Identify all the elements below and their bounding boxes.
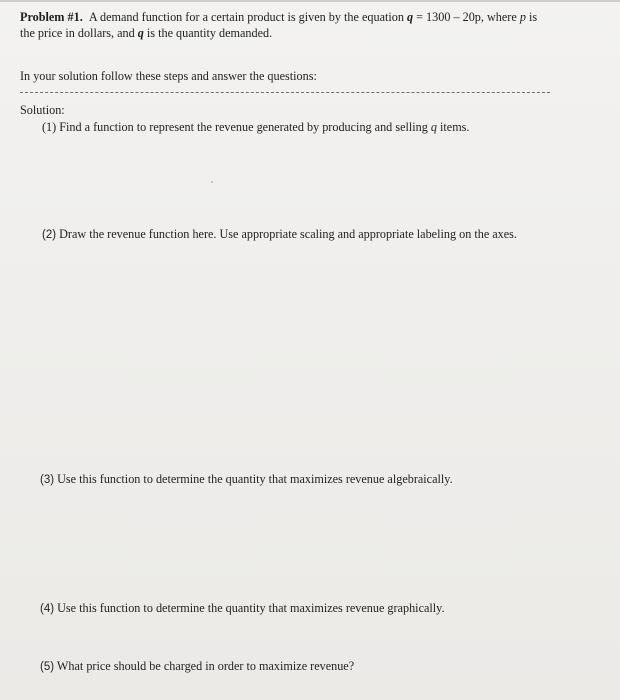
question-1	[42, 120, 469, 135]
question-2	[42, 227, 517, 243]
question-1-variable: q	[430, 120, 437, 134]
question-1-number: (1)	[42, 120, 57, 134]
question-5-number: (5)	[40, 661, 55, 673]
top-edge	[0, 0, 620, 2]
q-variable-2: q	[137, 26, 144, 40]
question-1-text: Find a function to represent the revenue generated by producing and selling	[59, 120, 428, 134]
question-2-number: (2)	[42, 229, 57, 241]
question-2-text: Draw the revenue function here. Use appropriate scaling and appropriate labeling on the axes.	[59, 227, 517, 241]
equals-sign: =	[416, 10, 423, 24]
problem-text-c: is	[528, 10, 538, 24]
solution-heading: Solution:	[20, 103, 65, 117]
problem-heading: Problem #1.	[20, 10, 83, 24]
question-1-text-end: items.	[440, 120, 470, 134]
q-variable: q	[406, 10, 414, 24]
question-4-number: (4)	[40, 603, 55, 615]
dashed-divider	[20, 92, 550, 93]
demand-equation: 1300 – 20p,	[426, 10, 484, 24]
p-variable: p	[519, 10, 526, 24]
problem-line2-a: the price in dollars, and	[20, 26, 135, 40]
question-3-number: (3)	[40, 474, 55, 486]
question-5-text: What price should be charged in order to maximize revenue?	[56, 659, 355, 673]
problem-text-b: where	[486, 10, 517, 24]
problem-statement-line-2	[20, 26, 272, 41]
problem-line2-b: is the quantity demanded.	[146, 26, 273, 40]
question-3-text: Use this function to determine the quantity that maximizes revenue algebraically.	[57, 472, 453, 486]
problem-statement-line-1	[20, 10, 537, 25]
question-4	[40, 601, 445, 617]
paper-speck	[211, 181, 213, 183]
question-4-text: Use this function to determine the quantity that maximizes revenue graphically.	[57, 601, 445, 615]
instructions-text: In your solution follow these steps and answer the questions:	[20, 69, 317, 83]
question-5	[40, 659, 354, 675]
problem-text-a: A demand function for a certain product is given by the equation	[88, 10, 404, 24]
question-3	[40, 472, 453, 488]
